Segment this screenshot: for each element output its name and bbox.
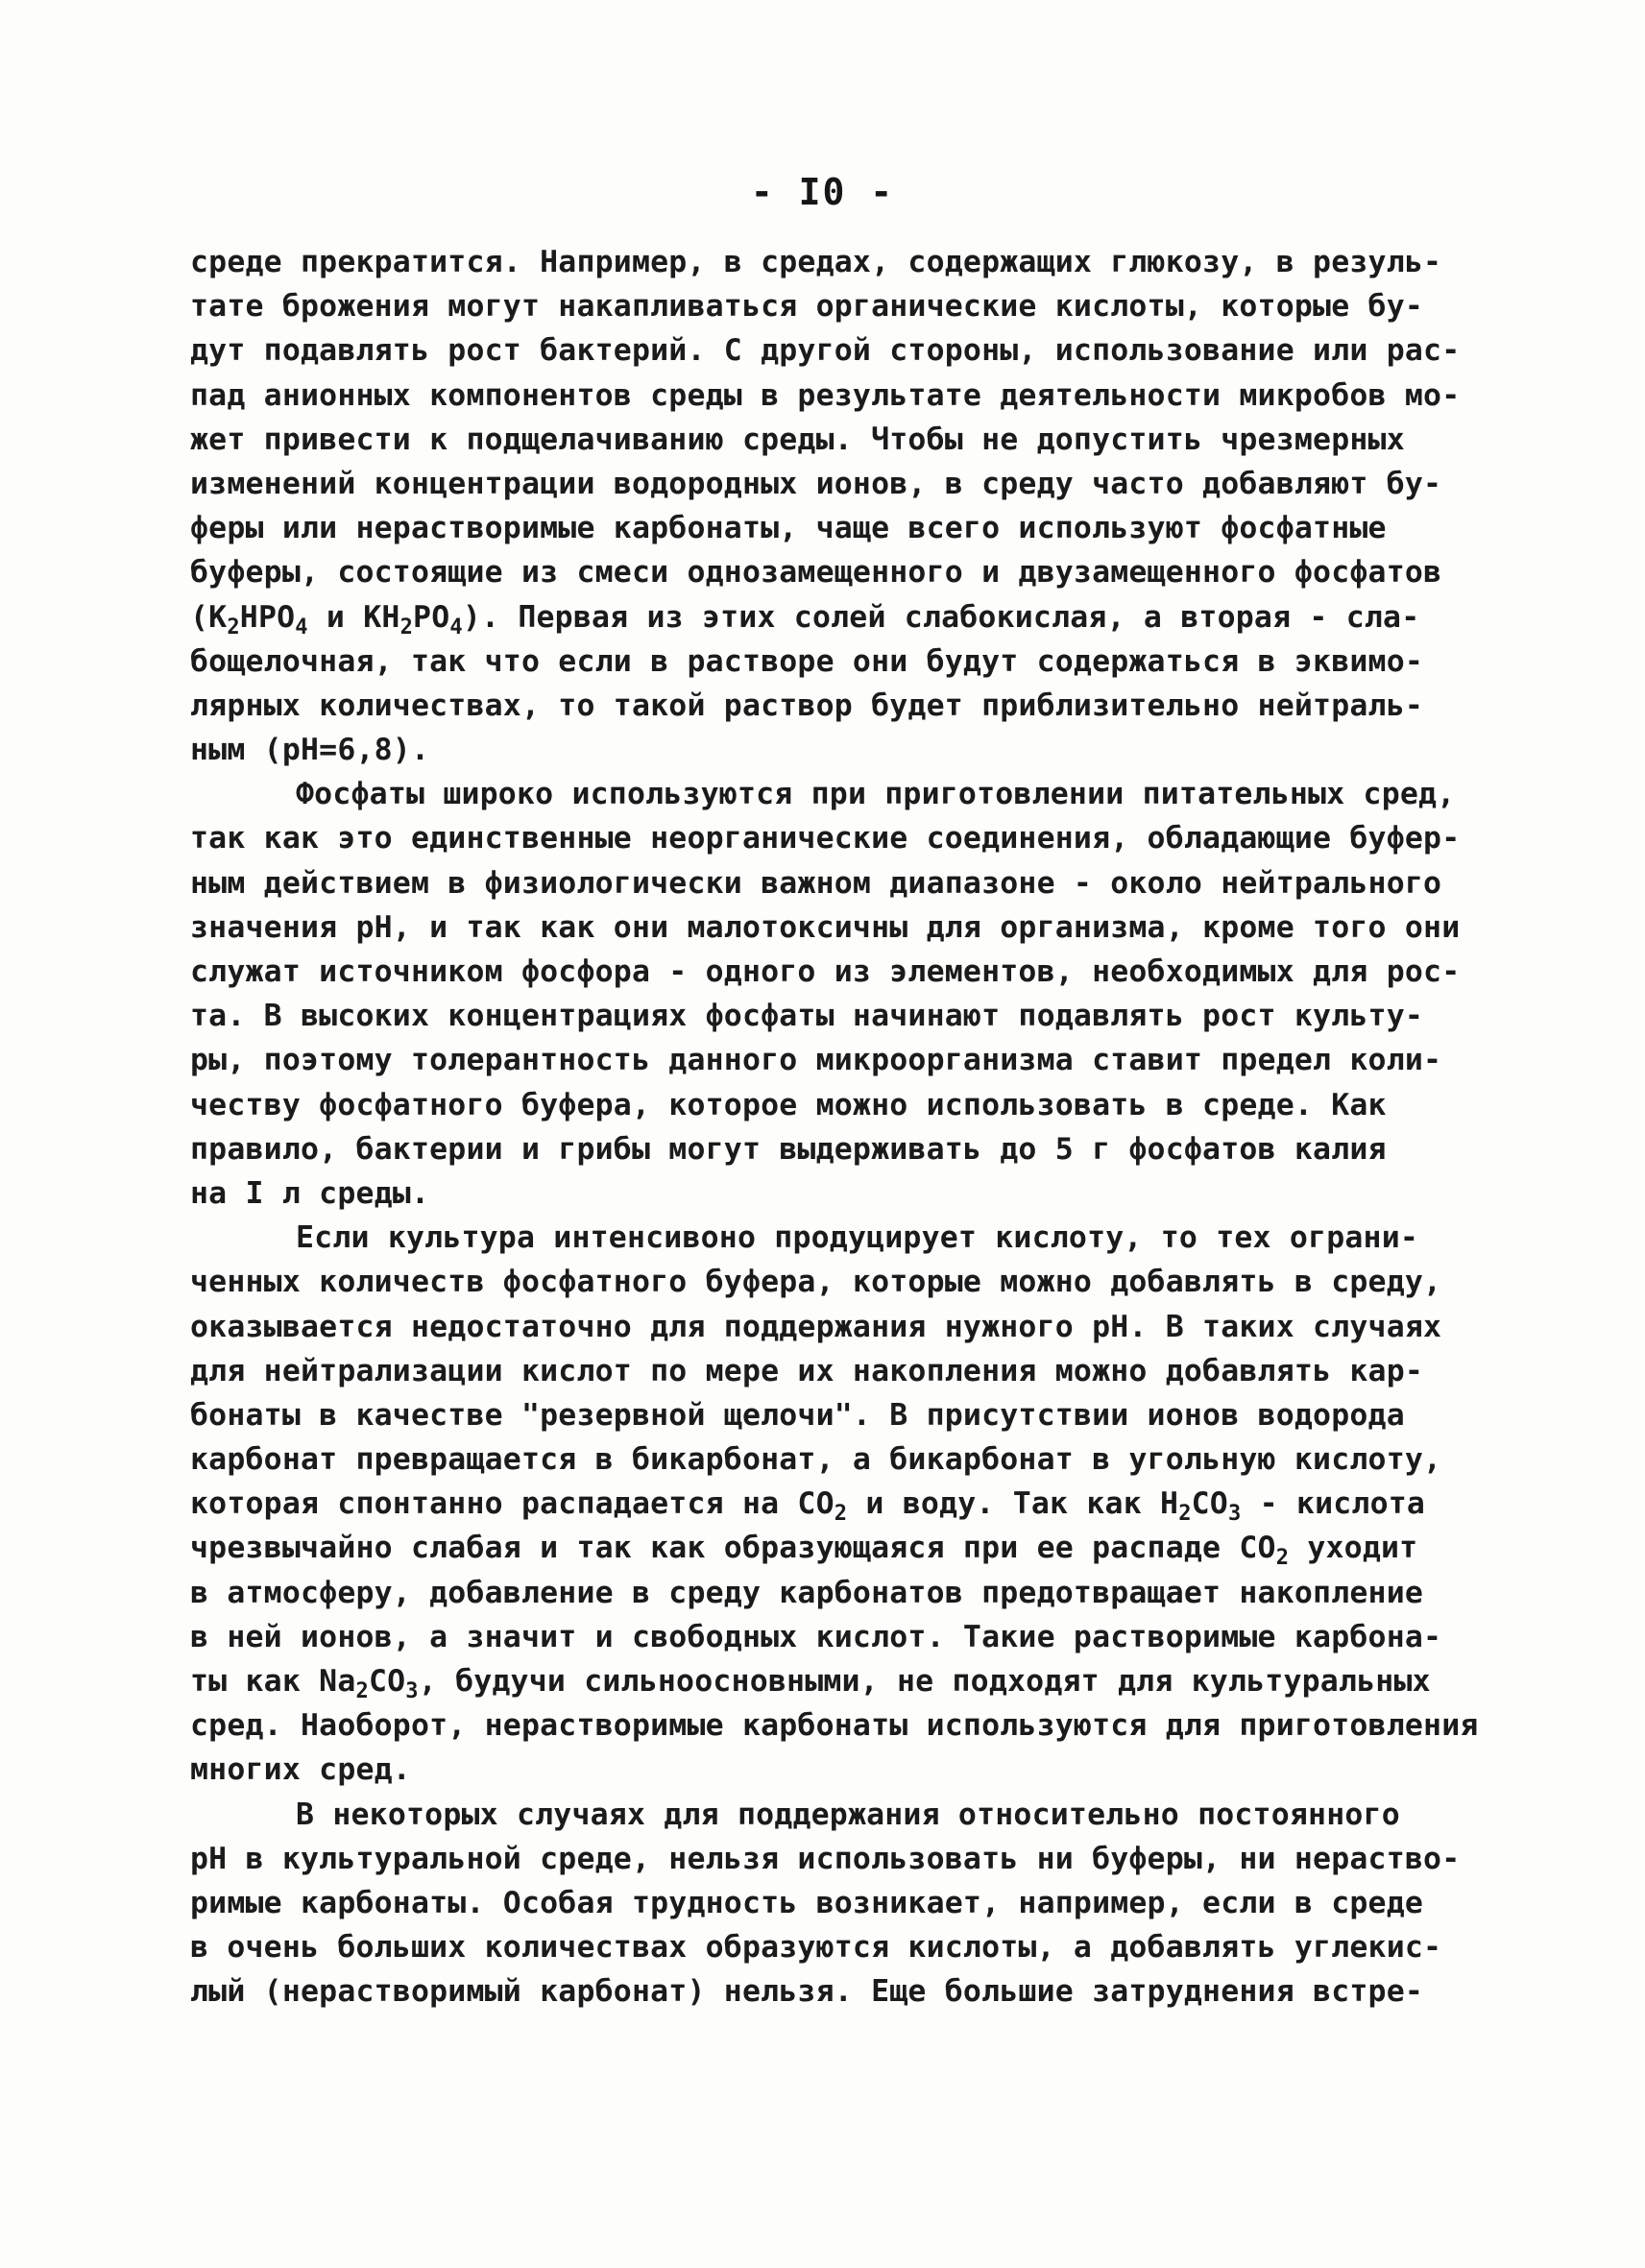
- text-line: оказывается недостаточно для поддержания нужного pH. В таких случаях: [190, 1309, 1442, 1344]
- text-line: служат источником фосфора - одного из элементов, необходимых для рос-: [190, 954, 1461, 989]
- text-line: для нейтрализации кислот по мере их накопления можно добавлять кар-: [190, 1353, 1424, 1388]
- text-line: жет привести к подщелачиванию среды. Чтобы не допустить чрезмерных: [190, 422, 1405, 457]
- text-line: честву фосфатного буфера, которое можно использовать в среде. Как: [190, 1087, 1387, 1122]
- text-line: феры или нерастворимые карбонаты, чаще всего используют фосфатные: [190, 511, 1387, 546]
- text-line: в атмосферу, добавление в среду карбонатов предотвращает накопление: [190, 1575, 1424, 1610]
- text-line: ным действием в физиологически важном диапазоне - около нейтрального: [190, 865, 1442, 901]
- text-line: пад анионных компонентов среды в результате деятельности микробов мо-: [190, 377, 1461, 413]
- text-segment: и воду. Так как H: [847, 1486, 1179, 1522]
- text-line: ным (pH=6,8).: [190, 733, 430, 768]
- text-line: римые карбонаты. Особая трудность возникает, например, если в среде: [190, 1885, 1424, 1920]
- text-line: тате брожения могут накапливаться органические кислоты, которые бу-: [190, 289, 1424, 325]
- text-segment: которая спонтанно распадается на CO: [190, 1486, 835, 1522]
- text-line: Фосфаты широко используются при приготовлении питательных сред,: [296, 777, 1456, 812]
- text-line: в очень больших количествах образуются кислоты, а добавлять углекис-: [190, 1930, 1442, 1966]
- text-line: [190, 595, 1487, 639]
- text-line: значения pH, и так как они малотоксичны для организма, кроме того они: [190, 909, 1461, 945]
- text-segment: PO: [413, 599, 450, 635]
- subscript: 2: [1275, 1546, 1290, 1571]
- text-line: среде прекратится. Например, в средах, содержащих глюкозу, в резуль-: [190, 245, 1442, 279]
- text-line: многих сред.: [190, 1752, 411, 1788]
- text-line: [190, 1659, 1487, 1703]
- text-segment: (K: [190, 599, 228, 635]
- text-line: та. В высоких концентрациях фосфаты начинают подавлять рост культу-: [190, 999, 1424, 1034]
- text-line: бонаты в качестве "резервной щелочи". В присутствии ионов водорода: [190, 1397, 1405, 1433]
- text-segment: уходит: [1289, 1531, 1418, 1566]
- text-segment: CO: [368, 1664, 406, 1699]
- text-line: лый (нерастворимый карбонат) нельзя. Еще большие затруднения встре-: [190, 1974, 1424, 2010]
- subscript: 2: [399, 615, 414, 639]
- text-segment: CO: [1191, 1486, 1228, 1522]
- subscript: 2: [1178, 1502, 1192, 1527]
- text-line: бощелочная, так что если в растворе они будут содержаться в эквимо-: [190, 643, 1424, 679]
- text-line: карбонат превращается в бикарбонат, а бикарбонат в угольную кислоту,: [190, 1442, 1442, 1478]
- subscript: 3: [1227, 1502, 1242, 1527]
- text-line: изменений концентрации водородных ионов, в среду часто добавляют бу-: [190, 466, 1442, 501]
- subscript: 3: [405, 1679, 419, 1703]
- text-line: ры, поэтому толерантность данного микроорганизма ставит предел коли-: [190, 1043, 1442, 1078]
- text-segment: HPO: [239, 599, 296, 635]
- subscript: 4: [295, 615, 308, 639]
- text-segment: чрезвычайно слабая и так как образующаяся при ее распаде CO: [190, 1531, 1276, 1566]
- text-line: сред. Наоборот, нерастворимые карбонаты используются для приготовления: [190, 1708, 1479, 1744]
- text-line: дут подавлять рост бактерий. С другой стороны, использование или рас-: [190, 333, 1461, 369]
- page-number: - I0 -: [750, 171, 895, 213]
- text-line: ченных количеств фосфатного буфера, которые можно добавлять в среду,: [190, 1265, 1442, 1300]
- text-line: так как это единственные неорганические соединения, обладающие буфер-: [190, 821, 1461, 857]
- text-line: лярных количествах, то такой раствор будет приблизительно нейтраль-: [190, 688, 1424, 723]
- subscript: 4: [449, 615, 463, 639]
- text-segment: ты как Na: [190, 1664, 356, 1699]
- text-segment: и KH: [307, 599, 400, 635]
- text-line: правило, бактерии и грибы могут выдерживать до 5 г фосфатов калия: [190, 1131, 1387, 1167]
- subscript: 2: [355, 1679, 369, 1703]
- text-line: Если культура интенсивоно продуцирует кислоту, то тех ограни-: [296, 1220, 1419, 1256]
- text-segment: - кислота: [1241, 1486, 1426, 1522]
- body-text: [190, 240, 1487, 2015]
- text-line: на I л среды.: [190, 1175, 430, 1211]
- text-line: [190, 1482, 1487, 1526]
- text-line: буферы, состоящие из смеси однозамещенного и двузамещенного фосфатов: [190, 555, 1442, 591]
- text-line: pH в культуральной среде, нельзя использовать ни буферы, ни нераство-: [190, 1841, 1461, 1876]
- text-segment: ). Первая из этих солей слабокислая, а вторая - сла-: [462, 599, 1420, 635]
- subscript: 2: [834, 1502, 848, 1527]
- subscript: 2: [227, 615, 240, 639]
- text-line: в ней ионов, а значит и свободных кислот. Такие растворимые карбона-: [190, 1619, 1442, 1654]
- text-line: [190, 1526, 1487, 1570]
- text-segment: , будучи сильноосновными, не подходят для культуральных: [418, 1664, 1431, 1699]
- text-line: В некоторых случаях для поддержания относительно постоянного: [296, 1797, 1400, 1832]
